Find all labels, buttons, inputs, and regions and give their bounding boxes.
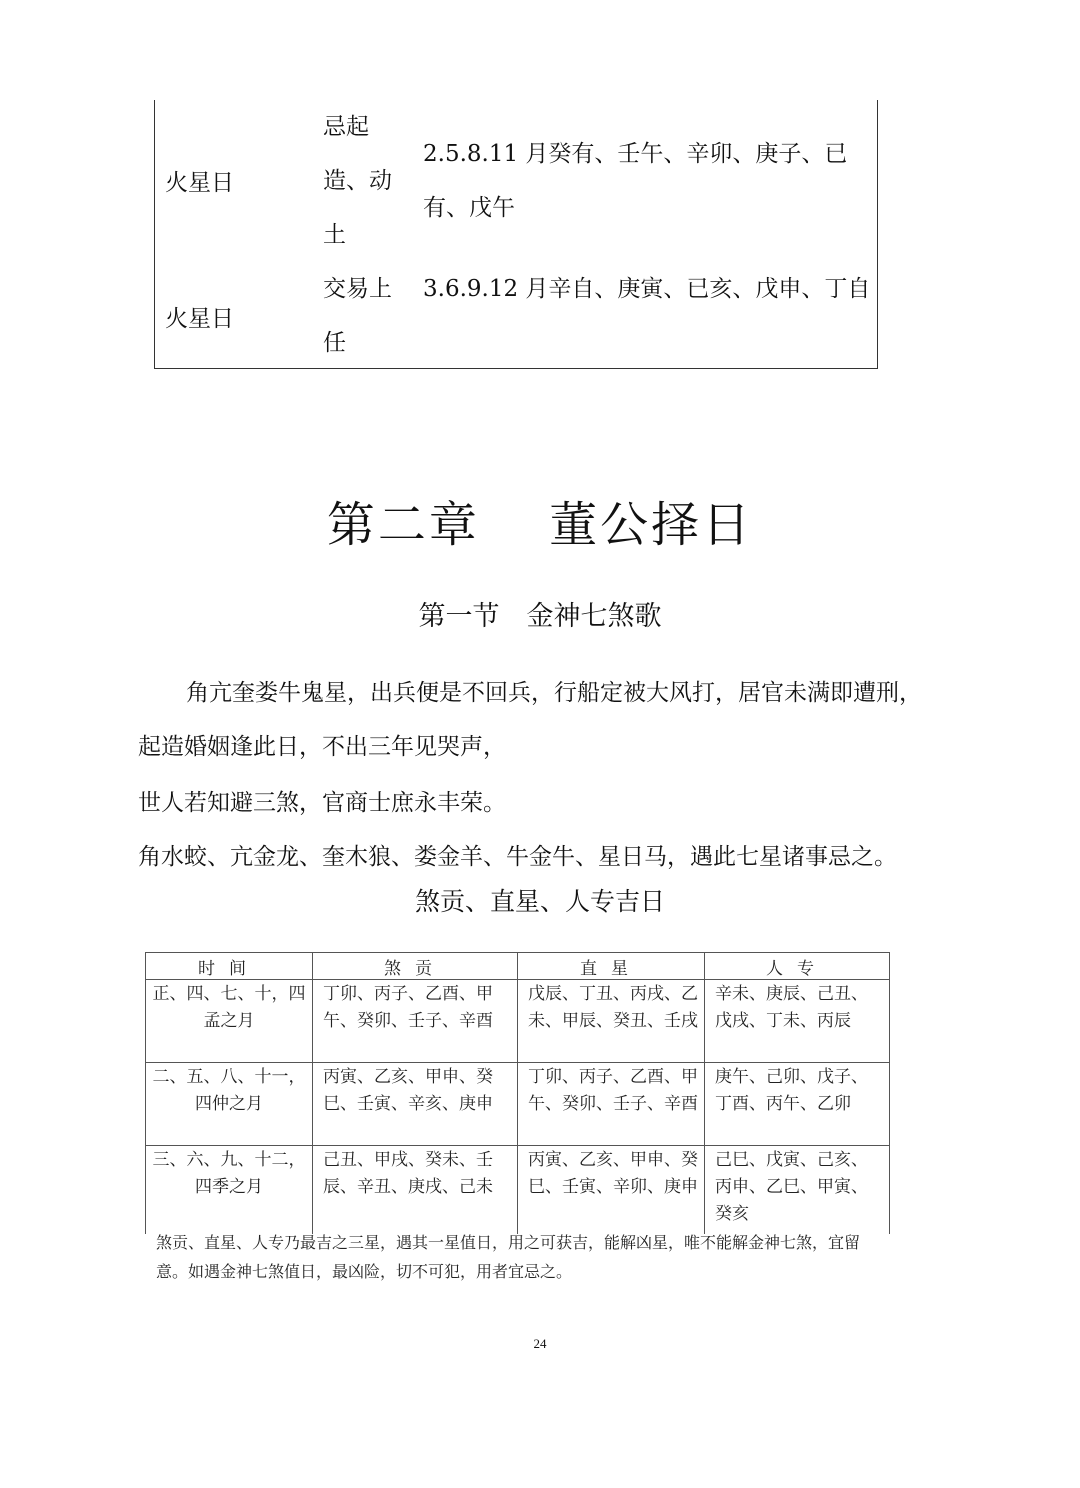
table-header-row (146, 953, 890, 980)
shagong-cell: 丁卯、丙子、乙酉、甲午、癸卯、壬子、辛酉 (313, 980, 518, 1063)
time-cell: 二、五、八、十一，四仲之月 (146, 1063, 313, 1146)
shagong-cell: 丙寅、乙亥、甲申、癸巳、壬寅、辛亥、庚申 (313, 1063, 518, 1146)
header-renzhuan: 人专 (705, 953, 890, 980)
zhixing-cell: 戊辰、丁丑、丙戌、乙未、甲辰、癸丑、壬戌 (518, 980, 705, 1063)
section-title: 第一节 金神七煞歌 (418, 601, 662, 632)
renzhuan-cell: 辛未、庚辰、己丑、戊戌、丁未、丙辰 (705, 980, 890, 1063)
action-cell: 忌起造、动土 (323, 114, 392, 248)
renzhuan-cell: 己巳、戊寅、己亥、丙申、乙巳、甲寅、癸亥 (705, 1146, 890, 1235)
top-table-row (155, 262, 877, 368)
top-table (154, 100, 878, 369)
page-number: 24 (533, 1336, 547, 1351)
poem-line: 角水蛟、亢金龙、奎木狼、娄金羊、牛金牛、星日马，遇此七星诸事忌之。 (138, 844, 897, 870)
header-shagong: 煞贡 (313, 953, 518, 980)
table-caption: 煞贡、直星、人专吉日 (414, 887, 665, 916)
day-cell: 火星日 (165, 306, 234, 332)
zhixing-cell: 丁卯、丙子、乙酉、甲午、癸卯、壬子、辛酉 (518, 1063, 705, 1146)
months-cell: 3.6.9.12 月辛自、庚寅、已亥、戊申、丁自 (423, 276, 871, 302)
top-table-row (155, 100, 877, 260)
action-cell: 交易上任 (323, 276, 392, 356)
table-row (146, 980, 890, 1063)
months-cell: 2.5.8.11 月癸有、壬午、辛卯、庚子、已有、戊午 (423, 141, 848, 221)
table-note: 煞贡、直星、人专乃最吉之三星，遇其一星值日，用之可获吉，能解凶星，唯不能解金神七煞，宜留意。如遇金神七煞值日，最凶险，切不可犯，用者宜忌之。 (156, 1233, 861, 1281)
time-cell: 正、四、七、十，四孟之月 (146, 980, 313, 1063)
poem-line: 角亢奎娄牛鬼星，出兵便是不回兵，行船定被大风打，居官未满即遭刑， (186, 680, 922, 706)
table-row (146, 1063, 890, 1146)
zhixing-cell: 丙寅、乙亥、甲申、癸巳、壬寅、辛卯、庚申 (518, 1146, 705, 1235)
header-zhixing: 直星 (518, 953, 705, 980)
poem-line: 世人若知避三煞，官商士庶永丰荣。 (138, 790, 506, 816)
poem-line: 起造婚姻逢此日，不出三年见哭声， (138, 734, 506, 760)
day-cell: 火星日 (165, 170, 234, 196)
table-row (146, 1146, 890, 1235)
shagong-cell: 己丑、甲戌、癸未、壬辰、辛丑、庚戌、己未 (313, 1146, 518, 1235)
chapter-title: 第二章 董公择日 (326, 497, 754, 553)
time-cell: 三、六、九、十二，四季之月 (146, 1146, 313, 1235)
header-time: 时间 (146, 953, 313, 980)
renzhuan-cell: 庚午、己卯、戊子、丁酉、丙午、乙卯 (705, 1063, 890, 1146)
auspicious-days-table (145, 952, 890, 1234)
